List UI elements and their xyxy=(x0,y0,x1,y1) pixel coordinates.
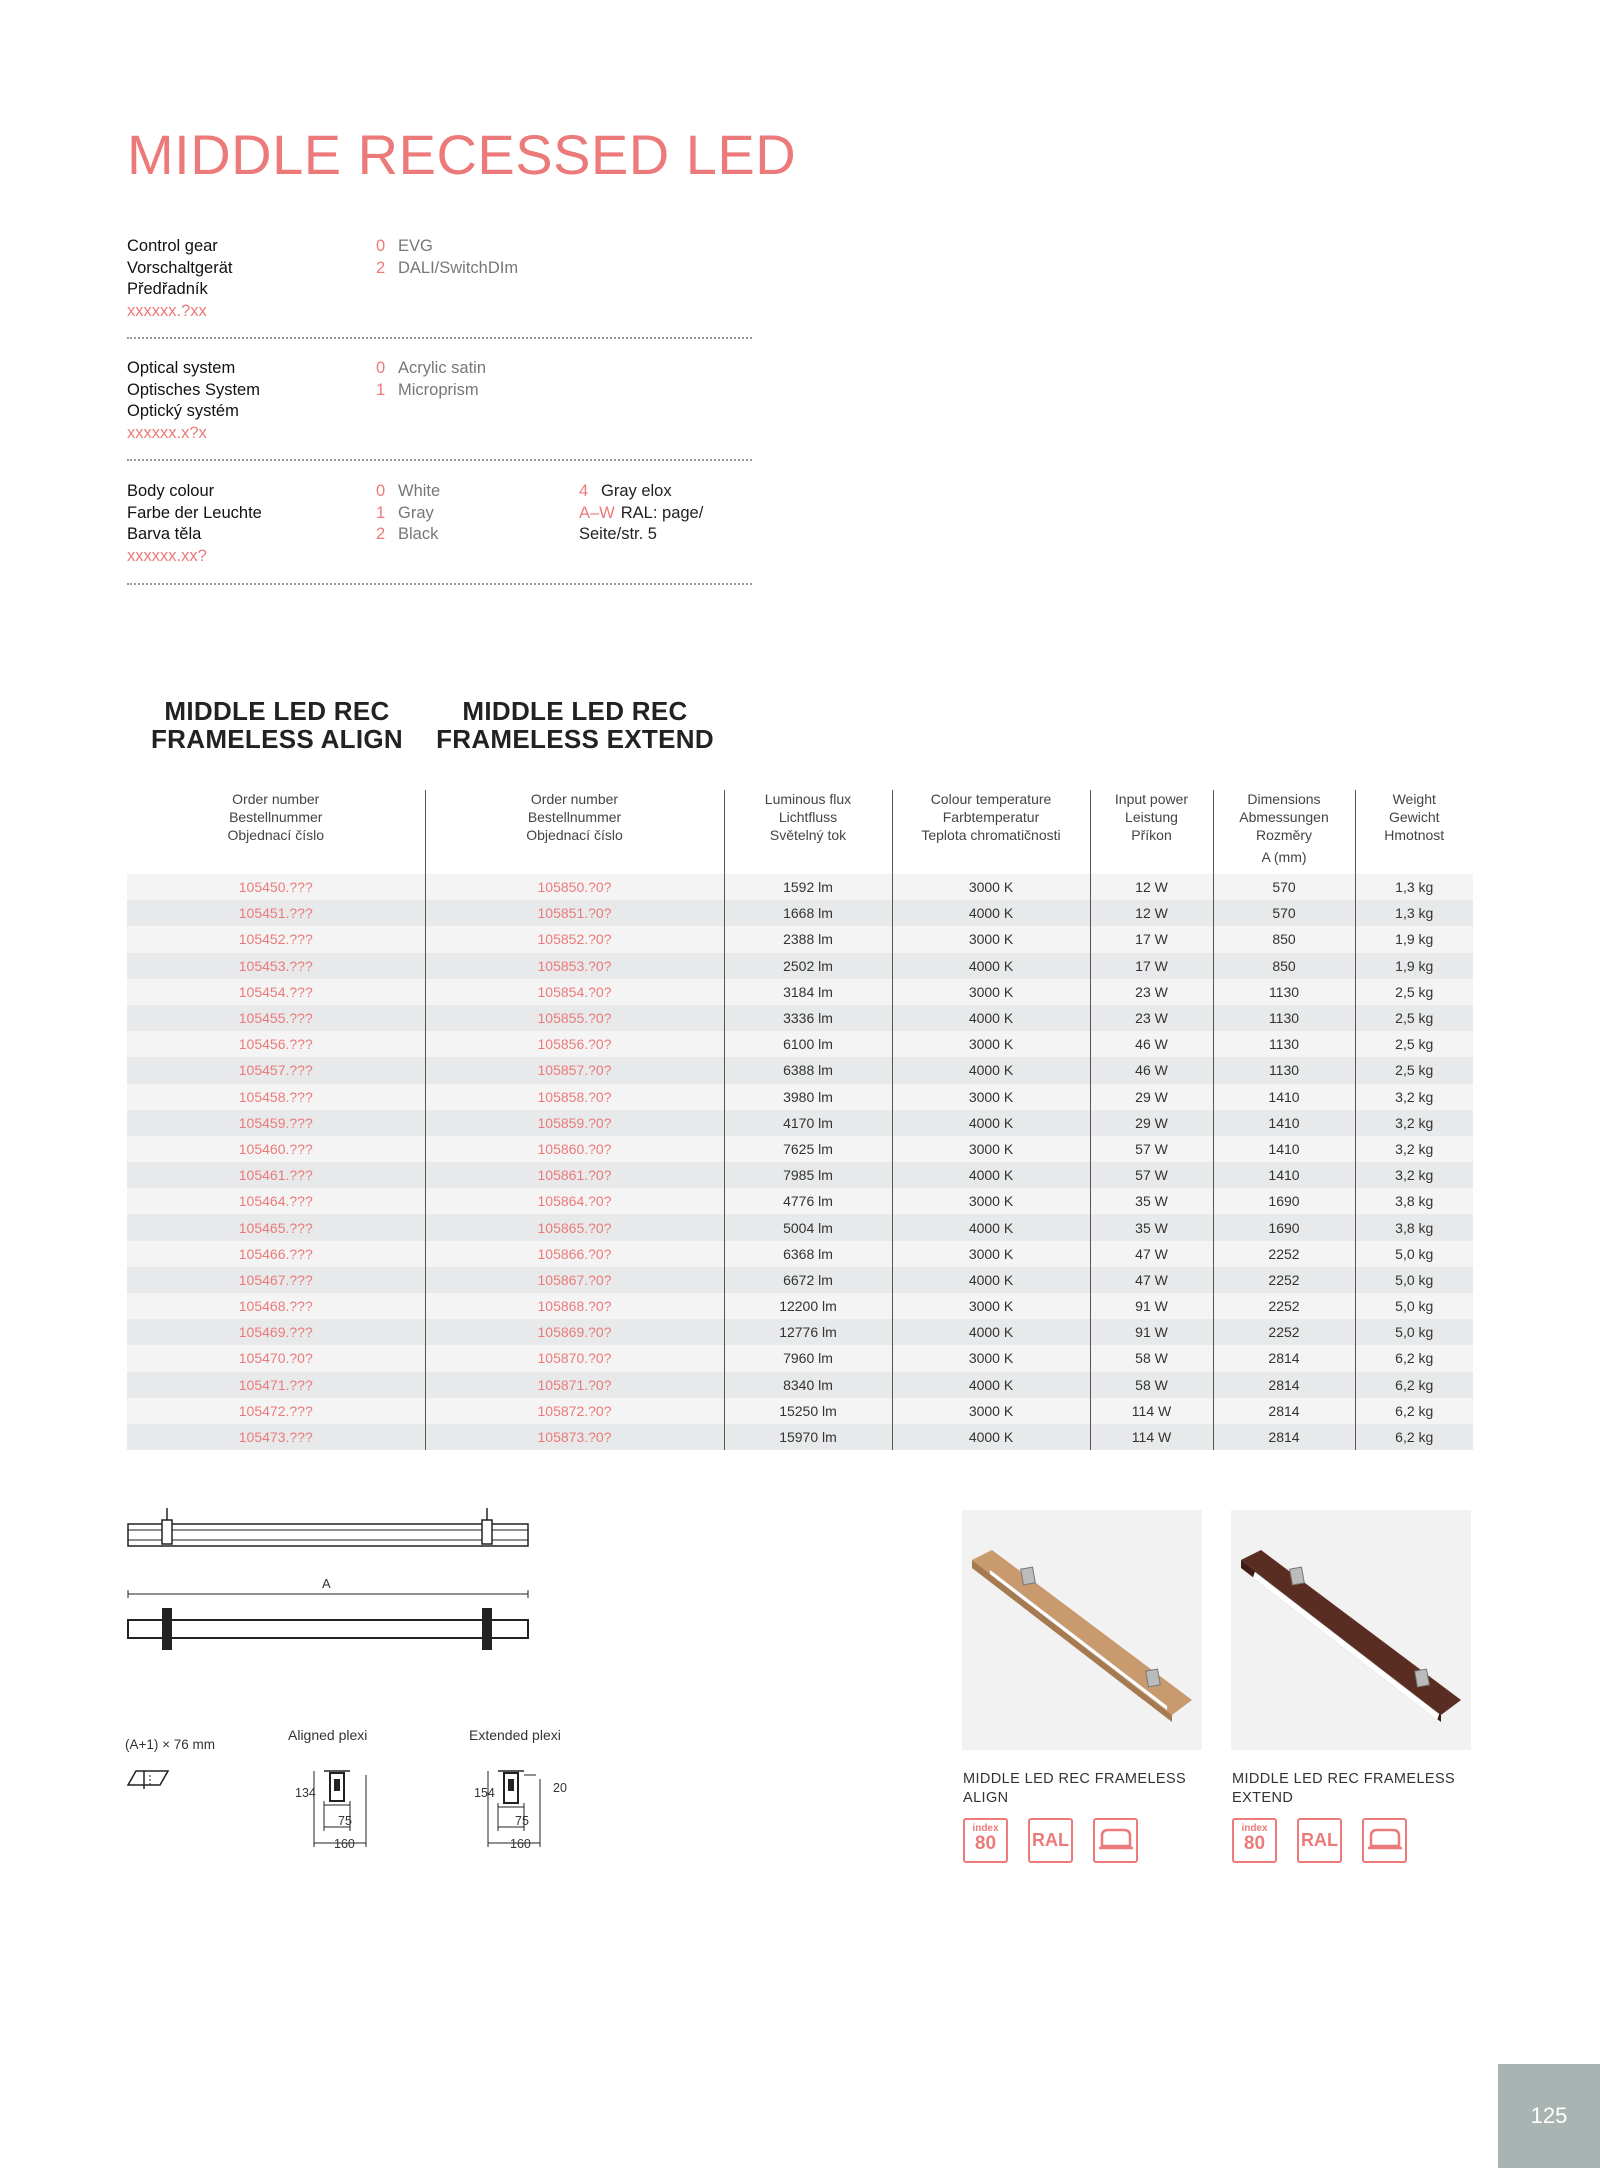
table-row xyxy=(127,1162,1473,1188)
table-cell: 12 W xyxy=(1090,874,1213,900)
table-cell: 4000 K xyxy=(892,1267,1090,1293)
table-cell: 12200 lm xyxy=(724,1293,892,1319)
dimension-label-a: A xyxy=(322,1576,331,1591)
table-row xyxy=(127,1372,1473,1398)
table-cell: 1130 xyxy=(1213,1057,1355,1083)
option-code: xxxxxx.?xx xyxy=(127,301,207,320)
table-cell: 3000 K xyxy=(892,1188,1090,1214)
table-cell: 57 W xyxy=(1090,1136,1213,1162)
option-value: 0 EVG xyxy=(376,237,433,255)
option-label: Předřadník xyxy=(127,280,208,298)
table-cell: 105868.?0? xyxy=(425,1293,724,1319)
aligned-plexi-label: Aligned plexi xyxy=(288,1727,368,1743)
table-cell: 29 W xyxy=(1090,1084,1213,1110)
option-label: Optisches System xyxy=(127,380,260,399)
table-cell: 105457.??? xyxy=(127,1057,425,1083)
table-cell: 8340 lm xyxy=(724,1372,892,1398)
table-cell: 3000 K xyxy=(892,1345,1090,1371)
option-block-optical-system xyxy=(127,358,752,448)
index-80-icon: index 80 xyxy=(963,1818,1008,1863)
table-cell: 17 W xyxy=(1090,953,1213,979)
header-temperature: Colour temperature Farbtemperatur Teplota chromatičnosti xyxy=(892,790,1090,874)
table-cell: 3,2 kg xyxy=(1355,1162,1473,1188)
option-block-control-gear xyxy=(127,236,752,326)
photo-caption-extend: MIDDLE LED REC FRAMELESS EXTEND xyxy=(1232,1771,1456,1806)
table-cell: 105873.?0? xyxy=(425,1424,724,1450)
table-row xyxy=(127,1188,1473,1214)
option-value: 0 White xyxy=(376,482,441,500)
header-weight: Weight Gewicht Hmotnost xyxy=(1355,790,1473,874)
table-cell: 2814 xyxy=(1213,1398,1355,1424)
table-cell: 29 W xyxy=(1090,1110,1213,1136)
option-value: 2 DALI/SwitchDIm xyxy=(376,258,519,277)
table-cell: 2,5 kg xyxy=(1355,1005,1473,1031)
product-photo-extend xyxy=(1231,1510,1471,1750)
table-cell: 1410 xyxy=(1213,1084,1355,1110)
index-80-icon: index 80 xyxy=(1232,1818,1277,1863)
product-photo-align xyxy=(962,1510,1202,1750)
table-cell: 105455.??? xyxy=(127,1005,425,1031)
table-row xyxy=(127,926,1473,952)
table-cell: 3000 K xyxy=(892,1031,1090,1057)
table-cell: 46 W xyxy=(1090,1057,1213,1083)
profile-shape-icon xyxy=(1093,1818,1138,1863)
spec-table xyxy=(127,790,1473,1450)
table-cell: 6,2 kg xyxy=(1355,1345,1473,1371)
table-row xyxy=(127,953,1473,979)
extended-plexi-label: Extended plexi xyxy=(469,1727,561,1743)
table-cell: 2,5 kg xyxy=(1355,1057,1473,1083)
table-cell: 105473.??? xyxy=(127,1424,425,1450)
table-cell: 3336 lm xyxy=(724,1005,892,1031)
table-cell: 6,2 kg xyxy=(1355,1424,1473,1450)
option-block-body-colour xyxy=(127,481,752,571)
table-cell: 3,2 kg xyxy=(1355,1136,1473,1162)
table-cell: 15250 lm xyxy=(724,1398,892,1424)
table-cell: 2388 lm xyxy=(724,926,892,952)
table-cell: 4000 K xyxy=(892,900,1090,926)
table-cell: 1410 xyxy=(1213,1136,1355,1162)
table-cell: 35 W xyxy=(1090,1188,1213,1214)
table-row xyxy=(127,1136,1473,1162)
table-cell: 105853.?0? xyxy=(425,953,724,979)
table-cell: 4776 lm xyxy=(724,1188,892,1214)
table-header-row xyxy=(127,790,1473,874)
table-cell: 2502 lm xyxy=(724,953,892,979)
table-cell: 17 W xyxy=(1090,926,1213,952)
table-cell: 105859.?0? xyxy=(425,1110,724,1136)
option-value: Seite/str. 5 xyxy=(579,525,657,543)
table-row xyxy=(127,1214,1473,1240)
option-value: 2 Black xyxy=(376,525,439,543)
table-cell: 5,0 kg xyxy=(1355,1267,1473,1293)
table-cell: 105856.?0? xyxy=(425,1031,724,1057)
table-row xyxy=(127,1110,1473,1136)
table-cell: 1410 xyxy=(1213,1110,1355,1136)
table-cell: 1668 lm xyxy=(724,900,892,926)
table-cell: 4000 K xyxy=(892,1372,1090,1398)
table-cell: 105471.??? xyxy=(127,1372,425,1398)
table-cell: 6100 lm xyxy=(724,1031,892,1057)
option-value: A–W RAL: page/ xyxy=(579,503,704,522)
option-label: Body colour xyxy=(127,482,215,500)
option-value: 4 Gray elox xyxy=(579,482,672,500)
table-cell: 105472.??? xyxy=(127,1398,425,1424)
table-cell: 4000 K xyxy=(892,1424,1090,1450)
header-dimensions: Dimensions Abmessungen Rozměry A (mm) xyxy=(1213,790,1355,874)
table-cell: 105867.?0? xyxy=(425,1267,724,1293)
table-cell: 12776 lm xyxy=(724,1319,892,1345)
table-cell: 4000 K xyxy=(892,1162,1090,1188)
table-cell: 105450.??? xyxy=(127,874,425,900)
table-cell: 46 W xyxy=(1090,1031,1213,1057)
table-cell: 2,5 kg xyxy=(1355,1031,1473,1057)
table-cell: 4000 K xyxy=(892,1214,1090,1240)
header-power: Input power Leistung Příkon xyxy=(1090,790,1213,874)
option-label: Farbe der Leuchte xyxy=(127,503,262,522)
table-cell: 3000 K xyxy=(892,1241,1090,1267)
table-row xyxy=(127,1084,1473,1110)
table-cell: 1130 xyxy=(1213,1005,1355,1031)
table-cell: 105864.?0? xyxy=(425,1188,724,1214)
table-cell: 2252 xyxy=(1213,1267,1355,1293)
table-row xyxy=(127,1424,1473,1450)
table-cell: 105464.??? xyxy=(127,1188,425,1214)
table-cell: 4000 K xyxy=(892,1319,1090,1345)
table-cell: 105454.??? xyxy=(127,979,425,1005)
table-cell: 7960 lm xyxy=(724,1345,892,1371)
table-cell: 23 W xyxy=(1090,1005,1213,1031)
table-cell: 570 xyxy=(1213,874,1355,900)
option-value: 0 Acrylic satin xyxy=(376,359,487,377)
table-cell: 5,0 kg xyxy=(1355,1293,1473,1319)
page-number: 125 xyxy=(1498,2064,1600,2168)
table-cell: 114 W xyxy=(1090,1424,1213,1450)
table-cell: 3,2 kg xyxy=(1355,1084,1473,1110)
option-label: Optický systém xyxy=(127,402,239,420)
table-cell: 105456.??? xyxy=(127,1031,425,1057)
table-cell: 3000 K xyxy=(892,1293,1090,1319)
ral-icon: RAL xyxy=(1028,1818,1073,1863)
table-cell: 3184 lm xyxy=(724,979,892,1005)
table-cell: 105851.?0? xyxy=(425,900,724,926)
cutout-icon xyxy=(124,1765,174,1795)
table-cell: 105458.??? xyxy=(127,1084,425,1110)
table-cell: 105460.??? xyxy=(127,1136,425,1162)
option-label: Vorschaltgerät xyxy=(127,258,233,277)
table-cell: 105469.??? xyxy=(127,1319,425,1345)
table-cell: 105858.?0? xyxy=(425,1084,724,1110)
table-row xyxy=(127,1293,1473,1319)
table-cell: 6388 lm xyxy=(724,1057,892,1083)
table-cell: 58 W xyxy=(1090,1372,1213,1398)
table-cell: 1,9 kg xyxy=(1355,953,1473,979)
table-row xyxy=(127,1241,1473,1267)
table-cell: 105453.??? xyxy=(127,953,425,979)
table-cell: 58 W xyxy=(1090,1345,1213,1371)
table-cell: 3000 K xyxy=(892,1398,1090,1424)
table-cell: 105860.?0? xyxy=(425,1136,724,1162)
aligned-width2-label: 160 xyxy=(334,1837,355,1851)
ral-icon: RAL xyxy=(1297,1818,1342,1863)
table-cell: 5004 lm xyxy=(724,1214,892,1240)
extended-width2-label: 160 xyxy=(510,1837,531,1851)
table-row xyxy=(127,1398,1473,1424)
table-cell: 114 W xyxy=(1090,1398,1213,1424)
table-cell: 105861.?0? xyxy=(425,1162,724,1188)
table-cell: 1690 xyxy=(1213,1214,1355,1240)
table-cell: 105854.?0? xyxy=(425,979,724,1005)
table-cell: 47 W xyxy=(1090,1241,1213,1267)
option-code: xxxxxx.x?x xyxy=(127,423,207,442)
table-row xyxy=(127,874,1473,900)
table-cell: 105466.??? xyxy=(127,1241,425,1267)
header-flux: Luminous flux Lichtfluss Světelný tok xyxy=(724,790,892,874)
table-cell: 105872.?0? xyxy=(425,1398,724,1424)
option-code: xxxxxx.xx? xyxy=(127,546,207,565)
table-cell: 1130 xyxy=(1213,1031,1355,1057)
table-cell: 4000 K xyxy=(892,1110,1090,1136)
table-cell: 12 W xyxy=(1090,900,1213,926)
table-cell: 4000 K xyxy=(892,953,1090,979)
page-title: MIDDLE RECESSED LED xyxy=(127,123,797,186)
option-label: Barva těla xyxy=(127,525,202,543)
option-value: 1 Microprism xyxy=(376,380,479,399)
table-cell: 105451.??? xyxy=(127,900,425,926)
table-row xyxy=(127,1005,1473,1031)
table-cell: 7985 lm xyxy=(724,1162,892,1188)
product-name-extend: MIDDLE LED REC FRAMELESS EXTEND xyxy=(436,696,714,754)
option-value: 1 Gray xyxy=(376,503,434,522)
table-cell: 6,2 kg xyxy=(1355,1398,1473,1424)
table-cell: 105865.?0? xyxy=(425,1214,724,1240)
table-cell: 15970 lm xyxy=(724,1424,892,1450)
table-cell: 105857.?0? xyxy=(425,1057,724,1083)
table-cell: 570 xyxy=(1213,900,1355,926)
cutout-label: (A+1) × 76 mm xyxy=(125,1737,216,1752)
table-cell: 3,2 kg xyxy=(1355,1110,1473,1136)
table-cell: 2814 xyxy=(1213,1345,1355,1371)
table-cell: 4170 lm xyxy=(724,1110,892,1136)
table-cell: 105468.??? xyxy=(127,1293,425,1319)
table-cell: 47 W xyxy=(1090,1267,1213,1293)
table-row xyxy=(127,1319,1473,1345)
table-row xyxy=(127,1057,1473,1083)
table-cell: 105869.?0? xyxy=(425,1319,724,1345)
table-cell: 105470.?0? xyxy=(127,1345,425,1371)
extended-height-label: 154 xyxy=(474,1786,495,1800)
table-row xyxy=(127,1267,1473,1293)
table-cell: 1130 xyxy=(1213,979,1355,1005)
table-cell: 91 W xyxy=(1090,1319,1213,1345)
aligned-height-label: 134 xyxy=(295,1786,316,1800)
table-cell: 3000 K xyxy=(892,926,1090,952)
table-cell: 2814 xyxy=(1213,1372,1355,1398)
table-row xyxy=(127,1345,1473,1371)
table-cell: 3,8 kg xyxy=(1355,1188,1473,1214)
table-cell: 3980 lm xyxy=(724,1084,892,1110)
table-cell: 850 xyxy=(1213,926,1355,952)
table-cell: 23 W xyxy=(1090,979,1213,1005)
table-cell: 1,3 kg xyxy=(1355,900,1473,926)
table-cell: 105461.??? xyxy=(127,1162,425,1188)
table-cell: 3000 K xyxy=(892,1136,1090,1162)
option-label: Optical system xyxy=(127,359,236,377)
option-label: Control gear xyxy=(127,237,218,255)
table-cell: 105871.?0? xyxy=(425,1372,724,1398)
table-cell: 105465.??? xyxy=(127,1214,425,1240)
table-cell: 2252 xyxy=(1213,1293,1355,1319)
table-cell: 2252 xyxy=(1213,1241,1355,1267)
photo-caption-align: MIDDLE LED REC FRAMELESS ALIGN xyxy=(963,1771,1187,1806)
table-cell: 105459.??? xyxy=(127,1110,425,1136)
table-cell: 4000 K xyxy=(892,1057,1090,1083)
profile-shape-icon xyxy=(1362,1818,1407,1863)
table-cell: 1592 lm xyxy=(724,874,892,900)
divider xyxy=(127,583,752,585)
header-order-align: Order number Bestellnummer Objednací číslo xyxy=(227,791,324,843)
table-cell: 2,5 kg xyxy=(1355,979,1473,1005)
table-cell: 1690 xyxy=(1213,1188,1355,1214)
aligned-width1-label: 75 xyxy=(338,1814,352,1828)
table-cell: 3000 K xyxy=(892,874,1090,900)
extended-width1-label: 75 xyxy=(515,1814,529,1828)
table-cell: 35 W xyxy=(1090,1214,1213,1240)
table-cell: 2252 xyxy=(1213,1319,1355,1345)
table-cell: 105855.?0? xyxy=(425,1005,724,1031)
table-cell: 1,9 kg xyxy=(1355,926,1473,952)
table-cell: 6368 lm xyxy=(724,1241,892,1267)
table-cell: 7625 lm xyxy=(724,1136,892,1162)
table-cell: 5,0 kg xyxy=(1355,1241,1473,1267)
divider xyxy=(127,337,752,339)
table-cell: 105452.??? xyxy=(127,926,425,952)
product-name-align: MIDDLE LED REC FRAMELESS ALIGN xyxy=(151,696,403,754)
table-cell: 1,3 kg xyxy=(1355,874,1473,900)
divider xyxy=(127,459,752,461)
table-row xyxy=(127,900,1473,926)
table-cell: 3,8 kg xyxy=(1355,1214,1473,1240)
table-cell: 57 W xyxy=(1090,1162,1213,1188)
table-cell: 105850.?0? xyxy=(425,874,724,900)
table-cell: 850 xyxy=(1213,953,1355,979)
table-cell: 105467.??? xyxy=(127,1267,425,1293)
table-row xyxy=(127,1031,1473,1057)
table-cell: 2814 xyxy=(1213,1424,1355,1450)
table-cell: 6,2 kg xyxy=(1355,1372,1473,1398)
table-cell: 105852.?0? xyxy=(425,926,724,952)
table-row xyxy=(127,979,1473,1005)
extended-top-label: 20 xyxy=(553,1781,567,1795)
table-cell: 1410 xyxy=(1213,1162,1355,1188)
header-order-extend: Order number Bestellnummer Objednací číslo xyxy=(425,790,724,874)
table-cell: 5,0 kg xyxy=(1355,1319,1473,1345)
table-cell: 105870.?0? xyxy=(425,1345,724,1371)
table-cell: 3000 K xyxy=(892,979,1090,1005)
table-cell: 4000 K xyxy=(892,1005,1090,1031)
table-cell: 3000 K xyxy=(892,1084,1090,1110)
table-cell: 105866.?0? xyxy=(425,1241,724,1267)
table-cell: 91 W xyxy=(1090,1293,1213,1319)
table-cell: 6672 lm xyxy=(724,1267,892,1293)
